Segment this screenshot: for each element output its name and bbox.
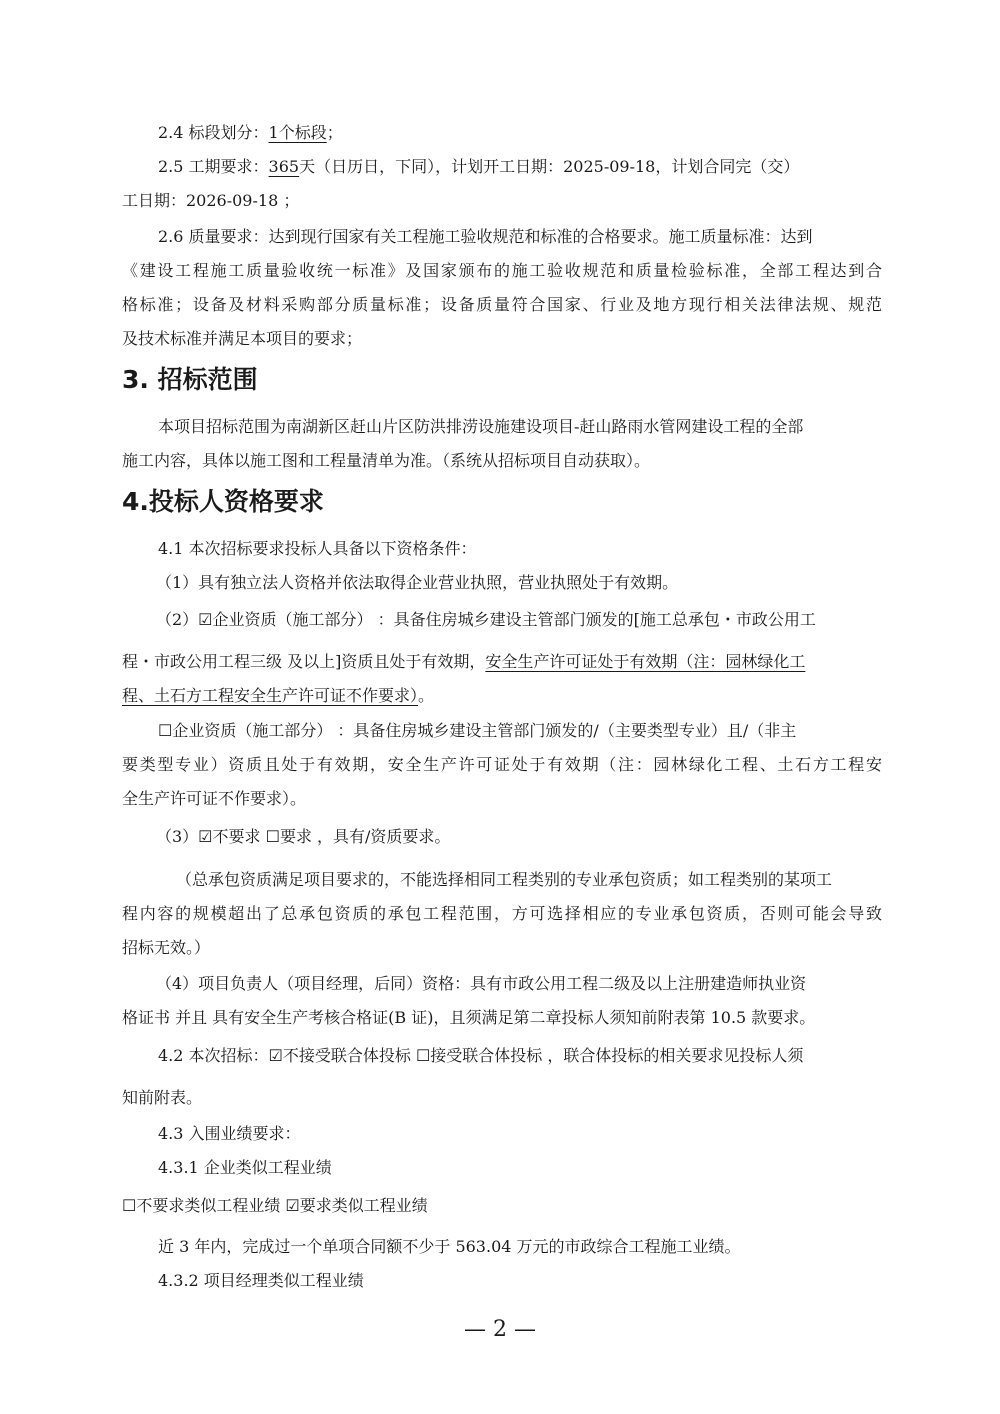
note-line1: （总承包资质满足项目要求的，不能选择相同工程类别的专业承包资质；如工程类别的某项工	[176, 870, 833, 889]
section-4-3: 4.3 入围业绩要求：	[158, 1124, 301, 1143]
performance-requirement: 近 3 年内，完成过一个单项合同额不少于 563.04 万元的市政综合工程施工业绩。	[158, 1237, 741, 1256]
condition-2-line1: （2）☑企业资质（施工部分） ：具备住房城乡建设主管部门颁发的[施工总承包・市政公用工	[156, 610, 816, 629]
section-2-6-line3: 格标准；设备及材料采购部分质量标准；设备质量符合国家、行业及地方现行相关法律法规、规范	[122, 295, 882, 314]
section-2-5-line2: 工日期：2026-09-18 ；	[122, 191, 300, 210]
note-line3: 招标无效。）	[122, 938, 211, 957]
section-2-6-line1: 2.6 质量要求：达到现行国家有关工程施工验收规范和标准的合格要求。施工质量标准：达到	[158, 227, 813, 246]
scope-line1: 本项目招标范围为南湖新区赶山片区防洪排涝设施建设项目-赶山路雨水管网建设工程的全部	[158, 417, 804, 436]
section-4-3-1: 4.3.1 企业类似工程业绩	[158, 1158, 332, 1177]
section-4-3-2: 4.3.2 项目经理类似工程业绩	[158, 1271, 364, 1290]
condition-1: （1）具有独立法人资格并依法取得企业营业执照，营业执照处于有效期。	[156, 573, 679, 592]
condition-2b-line3: 全生产许可证不作要求）。	[122, 789, 307, 808]
condition-2-line2: 程・市政公用工程三级 及以上]资质且处于有效期，安全生产许可证处于有效期（注：园林绿化工	[122, 652, 806, 671]
note-line2: 程内容的规模超出了总承包资质的承包工程范围，方可选择相应的专业承包资质，否则可能会导致	[122, 904, 882, 923]
heading-4-qualification: 4.投标人资格要求	[122, 487, 324, 516]
section-4-1: 4.1 本次招标要求投标人具备以下资格条件：	[158, 539, 477, 558]
condition-4-line2: 格证书 并且 具有安全生产考核合格证(B 证)，且须满足第二章投标人须知前附表第 10.5 款要求。	[122, 1008, 816, 1027]
condition-2-line3: 程、土石方工程安全生产许可证不作要求）。	[122, 686, 435, 705]
page-number: — 2 —	[464, 1317, 536, 1342]
condition-2b-line1: ☐企业资质（施工部分） ：具备住房城乡建设主管部门颁发的/（主要类型专业）且/（非主	[158, 721, 797, 740]
section-2-6-line2: 《建设工程施工质量验收统一标准》及国家颁布的施工验收规范和质量检验标准，全部工程达到合	[122, 261, 882, 280]
condition-3: （3）☑不要求 ☐要求 ，具有/资质要求。	[156, 827, 451, 846]
section-2-4: 2.4 标段划分：1个标段；	[158, 123, 343, 142]
section-4-2-line2: 知前附表。	[122, 1088, 203, 1107]
condition-4-line1: （4）项目负责人（项目经理，后同）资格：具有市政公用工程二级及以上注册建造师执业资	[156, 974, 807, 993]
duration-days: 365	[268, 157, 300, 176]
section-4-2-line1: 4.2 本次招标：☑不接受联合体投标 ☐接受联合体投标 ，联合体投标的相关要求见投标人须	[158, 1046, 804, 1065]
scope-line2: 施工内容，具体以施工图和工程量清单为准。（系统从招标项目自动获取）。	[122, 451, 651, 470]
bid-section-value: 1个标段	[268, 123, 327, 142]
performance-options: ☐不要求类似工程业绩 ☑要求类似工程业绩	[122, 1196, 428, 1215]
condition-2b-line2: 要类型专业）资质且处于有效期，安全生产许可证处于有效期（注：园林绿化工程、土石方工程安	[122, 755, 882, 774]
heading-3-scope: 3. 招标范围	[122, 365, 258, 394]
section-2-6-line4: 及技术标准并满足本项目的要求；	[122, 329, 363, 348]
section-2-5: 2.5 工期要求：365天（日历日，下同），计划开工日期：2025-09-18，计划合同完（交）	[158, 157, 800, 176]
